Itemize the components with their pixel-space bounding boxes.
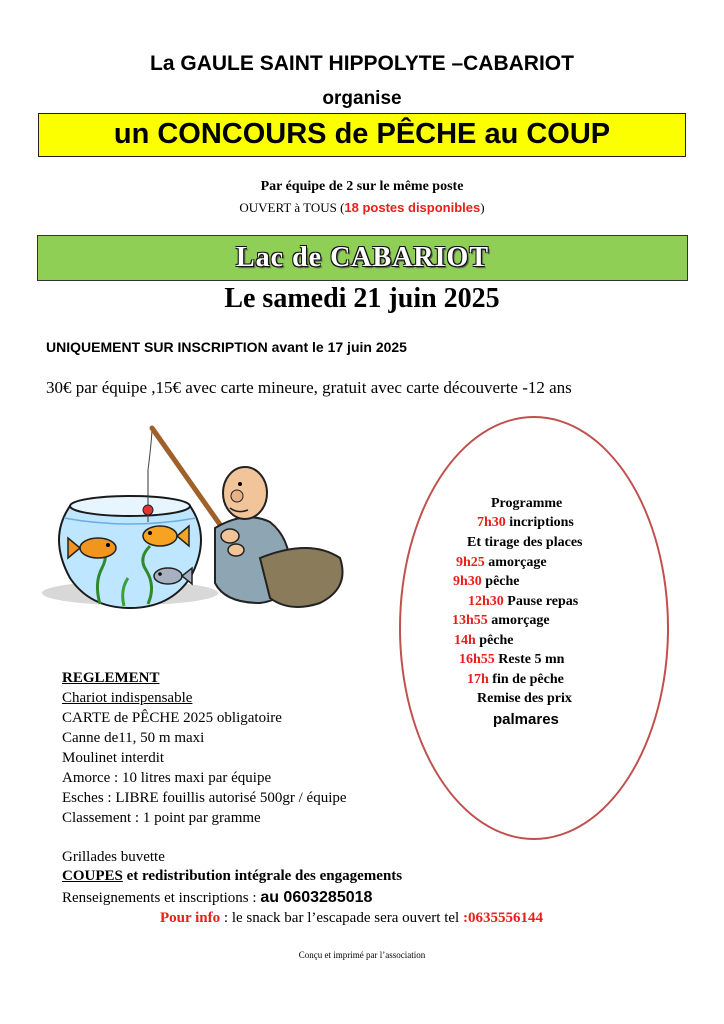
contest-banner: un CONCOURS de PÊCHE au COUP bbox=[38, 113, 686, 157]
rule-line: Esches : LIBRE fouillis autorisé 500gr / équipe bbox=[62, 790, 347, 806]
rule-line: Chariot indispensable bbox=[62, 690, 193, 706]
contact-phone: au 0603285018 bbox=[260, 889, 373, 906]
rule-line: Canne de11, 50 m maxi bbox=[62, 730, 205, 746]
program-item: 9h25 amorçage bbox=[456, 555, 547, 570]
rule-line: CARTE de PÊCHE 2025 obligatoire bbox=[62, 710, 282, 726]
organizer-name: La GAULE SAINT HIPPOLYTE –CABARIOT bbox=[150, 52, 574, 75]
open-info bbox=[0, 200, 724, 216]
programme-title: Programme bbox=[491, 496, 563, 511]
snack-info bbox=[160, 910, 543, 927]
bowl-rim bbox=[70, 496, 190, 516]
rules-block bbox=[62, 668, 347, 828]
open-suffix: ) bbox=[480, 200, 485, 215]
fishing-line bbox=[148, 428, 152, 470]
event-date: Le samedi 21 juin 2025 bbox=[224, 283, 500, 314]
contact-info bbox=[62, 889, 372, 907]
rule-line: Amorce : 10 litres maxi par équipe bbox=[62, 770, 272, 786]
man-leg bbox=[260, 548, 343, 607]
program-item: 14h pêche bbox=[454, 633, 514, 648]
man-nose bbox=[231, 490, 243, 502]
team-info: Par équipe de 2 sur le même poste bbox=[260, 179, 464, 194]
fisherman-illustration bbox=[40, 418, 360, 618]
open-prefix: OUVERT à TOUS ( bbox=[239, 200, 345, 215]
man-eye bbox=[238, 482, 242, 486]
cups-info bbox=[62, 868, 402, 885]
program-item: 16h55 Reste 5 mn bbox=[459, 652, 565, 667]
man-hand-2 bbox=[228, 544, 244, 556]
info-text: : le snack bar l’escapade sera ouvert tel bbox=[220, 910, 463, 926]
spots-available: 18 postes disponibles bbox=[344, 200, 481, 215]
program-item: 9h30 pêche bbox=[453, 574, 520, 589]
rule-line: Moulinet interdit bbox=[62, 750, 165, 766]
price-info: 30€ par équipe ,15€ avec carte mineure, gratuit avec carte découverte -12 ans bbox=[46, 378, 572, 397]
program-item: 17h fin de pêche bbox=[467, 672, 564, 687]
info-phone: :0635556144 bbox=[462, 910, 543, 926]
grill-info: Grillades buvette bbox=[62, 849, 165, 865]
organise-text: organise bbox=[322, 88, 402, 109]
rules-title: REGLEMENT bbox=[62, 670, 160, 686]
program-item: 12h30 Pause repas bbox=[468, 594, 579, 609]
cups-label: COUPES bbox=[62, 868, 123, 884]
program-item: Et tirage des places bbox=[467, 535, 583, 550]
program-item: 7h30 incriptions bbox=[477, 515, 574, 530]
cups-text: et redistribution intégrale des engagements bbox=[122, 868, 403, 884]
info-label: Pour info bbox=[160, 910, 221, 926]
palmares: palmares bbox=[493, 711, 559, 728]
man-hand-1 bbox=[221, 529, 239, 543]
footer-credit: Conçu et imprimé par l’association bbox=[298, 950, 426, 960]
rule-line: Classement : 1 point par gramme bbox=[62, 810, 261, 826]
program-item: Remise des prix bbox=[477, 691, 572, 706]
registration-deadline: UNIQUEMENT SUR INSCRIPTION avant le 17 juin 2025 bbox=[46, 339, 407, 355]
contact-label: Renseignements et inscriptions : bbox=[62, 890, 261, 906]
lake-title: Lac de CABARIOT bbox=[37, 235, 688, 281]
program-item: 13h55 amorçage bbox=[452, 613, 550, 628]
